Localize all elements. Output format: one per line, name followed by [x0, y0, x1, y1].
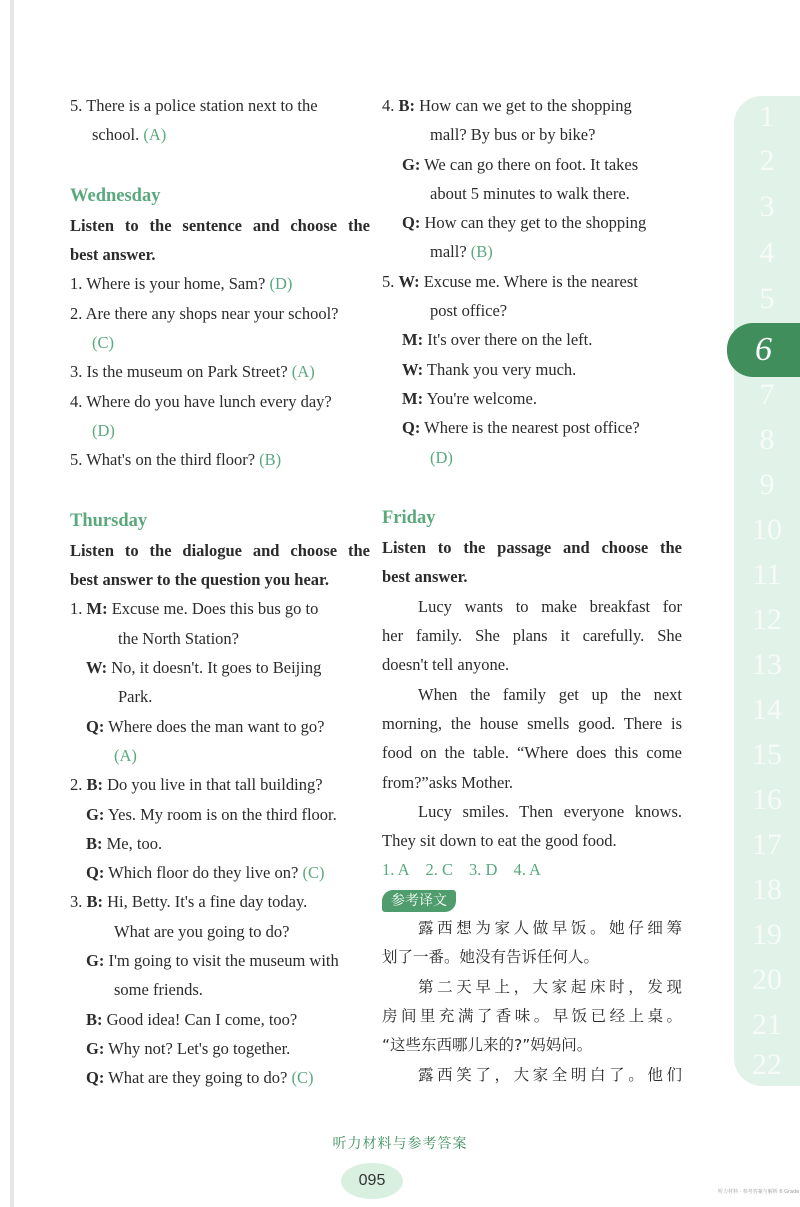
- passage-line: food on the table. “Where does this come: [382, 743, 682, 763]
- passage-line: Lucy wants to make breakfast for: [418, 596, 682, 616]
- wednesday-question-3: 3. Is the museum on Park Street? (A): [70, 362, 315, 382]
- dialogue-4-line: about 5 minutes to walk there.: [430, 183, 630, 203]
- translation-line: 第二天早上，大家起床时，发现: [418, 977, 682, 996]
- chapter-tab[interactable]: 12: [752, 603, 782, 636]
- right-column: [382, 91, 682, 1090]
- dialogue-1-line: 1. M: Excuse me. Does this bus go to: [70, 599, 319, 619]
- translation-line: 房间里充满了香味。早饭已经上桌。: [382, 1006, 682, 1025]
- translation-line: 露西笑了，大家全明白了。他们: [418, 1065, 682, 1084]
- chapter-tab[interactable]: 16: [752, 783, 782, 816]
- left-column: [70, 91, 370, 1093]
- answer: (C): [302, 863, 325, 883]
- translation-line: 划了一番。她没有告诉任何人。: [382, 948, 600, 967]
- item-5-text: 5. There is a police station next to the: [70, 96, 318, 115]
- footer-title: 听力材料与参考答案: [332, 1136, 468, 1152]
- answer: 3. D: [469, 860, 498, 880]
- answer: (D): [92, 420, 115, 440]
- answer: (B): [259, 450, 282, 470]
- dialogue-3-line: What are you going to do?: [114, 921, 290, 941]
- chapter-tab[interactable]: 11: [752, 558, 782, 591]
- passage-line: They sit down to eat the good food.: [382, 831, 617, 851]
- chapter-tab[interactable]: 20: [752, 963, 782, 996]
- dialogue-5-question: Q: Where is the nearest post office?: [402, 418, 640, 438]
- answer: (D): [430, 447, 453, 467]
- chapter-tab[interactable]: 8: [759, 423, 775, 456]
- wednesday-question-1: 1. Where is your home, Sam? (D): [70, 274, 293, 294]
- thursday-instruction-2: best answer to the question you hear.: [70, 570, 329, 590]
- chapter-tab[interactable]: 5: [759, 282, 775, 315]
- answer: (A): [291, 362, 315, 382]
- dialogue-3-line: some friends.: [114, 980, 203, 1000]
- imprint-text: 听力材料 · 参考答案与解析 6 Grade: [718, 1189, 800, 1195]
- chapter-tab[interactable]: 9: [759, 468, 775, 501]
- wednesday-question-5: 5. What's on the third floor? (B): [70, 450, 282, 470]
- item-5-continuation: school. (A): [92, 125, 167, 145]
- chapter-tab[interactable]: 14: [752, 693, 782, 726]
- passage-line: from?”asks Mother.: [382, 772, 514, 792]
- page-number: 095: [341, 1163, 403, 1199]
- dialogue-4-question-cont: mall? (B): [430, 242, 493, 262]
- dialogue-3-line: G: Why not? Let's go together.: [86, 1038, 291, 1058]
- wednesday-instruction-2: best answer.: [70, 245, 156, 265]
- dialogue-3-line: G: I'm going to visit the museum with: [86, 951, 339, 971]
- dialogue-4-line: 4. B: How can we get to the shopping: [382, 96, 632, 115]
- active-chapter-tab[interactable]: 6: [727, 323, 800, 377]
- section-title-thursday: Thursday: [70, 510, 148, 531]
- wednesday-question-2: 2. Are there any shops near your school?: [70, 303, 339, 323]
- dialogue-5-line: 5. W: Excuse me. Where is the nearest: [382, 271, 638, 291]
- section-title-wednesday: Wednesday: [70, 185, 161, 206]
- chapter-tab[interactable]: 4: [759, 236, 775, 269]
- dialogue-1-line: the North Station?: [118, 628, 239, 648]
- dialogue-4-question: Q: How can they get to the shopping: [402, 213, 647, 233]
- chapter-tabs: [734, 96, 800, 1086]
- dialogue-5-line: post office?: [430, 301, 508, 321]
- wednesday-question-4: 4. Where do you have lunch every day?: [70, 391, 332, 411]
- chapter-tab[interactable]: 1: [759, 100, 775, 133]
- chapter-tab[interactable]: 3: [759, 190, 775, 223]
- passage-line: Lucy smiles. Then everyone knows.: [418, 801, 682, 821]
- friday-answers: [382, 855, 682, 884]
- answer: (C): [92, 333, 114, 353]
- translation-line: 露西想为家人做早饭。她仔细筹: [418, 919, 682, 938]
- passage-line: doesn't tell anyone.: [382, 655, 510, 675]
- dialogue-3-line: 3. B: Hi, Betty. It's a fine day today.: [70, 892, 308, 912]
- chapter-tab[interactable]: 7: [759, 378, 775, 411]
- answer-item-5: (A): [143, 125, 167, 145]
- dialogue-4-line: G: We can go there on foot. It takes: [402, 154, 639, 174]
- friday-instruction-1: Listen to the passage and choose the: [382, 538, 682, 558]
- dialogue-1-line: W: No, it doesn't. It goes to Beijing: [86, 658, 322, 678]
- section-title-friday: Friday: [382, 507, 436, 528]
- friday-instruction-2: best answer.: [382, 567, 468, 587]
- dialogue-3-question: Q: What are they going to do? (C): [86, 1068, 314, 1088]
- wednesday-instruction-1: Listen to the sentence and choose the: [70, 215, 370, 235]
- dialogue-5-line: M: It's over there on the left.: [402, 330, 593, 350]
- chapter-tab[interactable]: 21: [752, 1008, 782, 1041]
- dialogue-4-line: mall? By bus or by bike?: [430, 125, 596, 145]
- passage-line: her family. She plans it carefully. She: [382, 626, 682, 646]
- dialogue-3-line: B: Good idea! Can I come, too?: [86, 1009, 298, 1029]
- chapter-tab[interactable]: 19: [752, 918, 782, 951]
- translation-tag: 参考译文: [382, 890, 456, 912]
- chapter-tab[interactable]: 17: [752, 828, 782, 861]
- dialogue-2-question: Q: Which floor do they live on? (C): [86, 863, 325, 883]
- passage-line: When the family get up the next: [418, 684, 682, 704]
- answer: (C): [291, 1068, 314, 1088]
- passage-line: morning, the house smells good. There is: [382, 713, 682, 733]
- answer: 2. C: [425, 860, 454, 880]
- answer: 4. A: [513, 860, 541, 880]
- dialogue-1-question: Q: Where does the man want to go?: [86, 716, 325, 736]
- thursday-instruction-1: Listen to the dialogue and choose the: [70, 540, 370, 560]
- chapter-tab[interactable]: 22: [752, 1048, 782, 1081]
- dialogue-2-line: B: Me, too.: [86, 833, 163, 853]
- dialogue-2-line: 2. B: Do you live in that tall building?: [70, 775, 323, 795]
- chapter-tab[interactable]: 13: [752, 648, 782, 681]
- answer: (B): [470, 242, 493, 262]
- dialogue-5-line: W: Thank you very much.: [402, 359, 577, 379]
- dialogue-5-line: M: You're welcome.: [402, 388, 537, 408]
- translation-line: “这些东西哪儿来的?”妈妈问。: [382, 1036, 593, 1055]
- answer: (A): [114, 745, 137, 765]
- chapter-tab[interactable]: 2: [759, 144, 775, 177]
- chapter-tab[interactable]: 10: [752, 513, 782, 546]
- page-edge: [10, 0, 14, 1207]
- chapter-tab[interactable]: 18: [752, 873, 782, 906]
- chapter-tab[interactable]: 15: [752, 738, 782, 771]
- dialogue-2-line: G: Yes. My room is on the third floor.: [86, 804, 337, 824]
- answer: 1. A: [382, 860, 410, 880]
- answer: (D): [269, 274, 293, 294]
- dialogue-1-line: Park.: [118, 687, 153, 707]
